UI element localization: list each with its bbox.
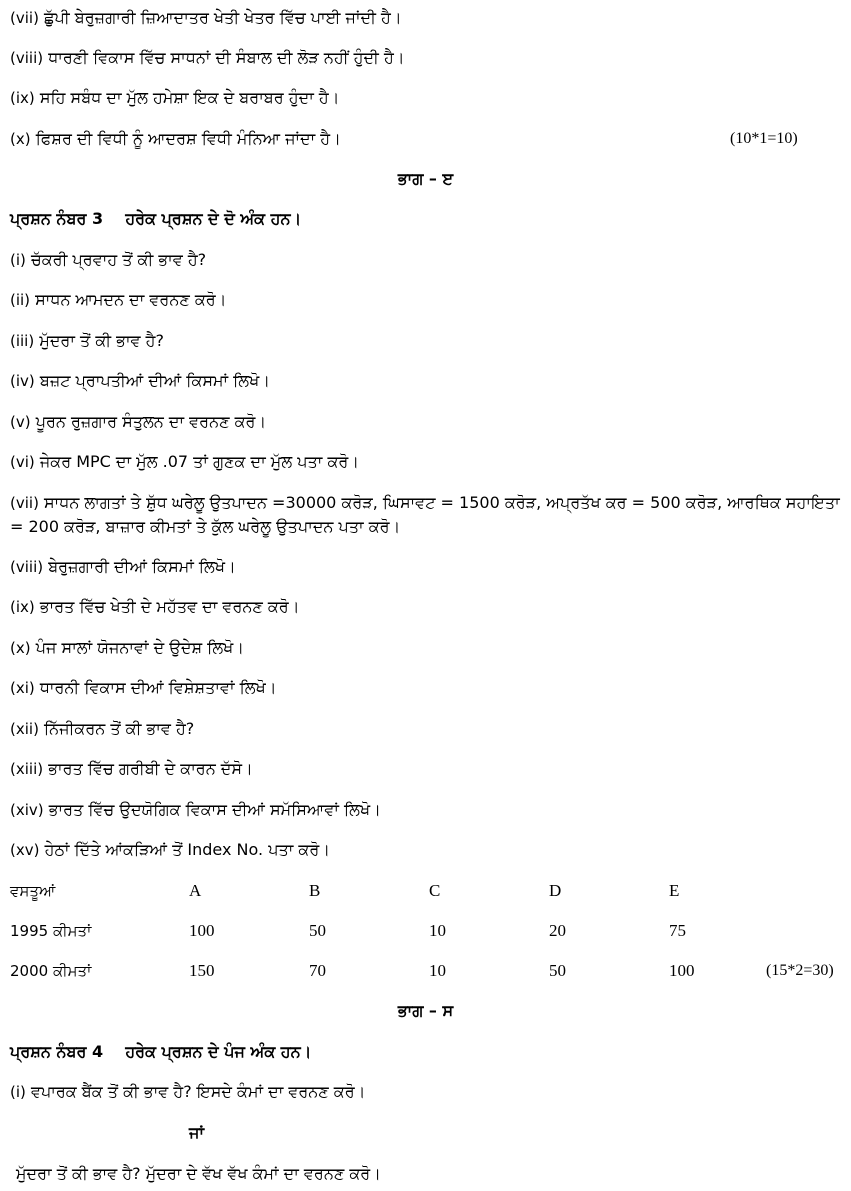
question-item: (ix) ਭਾਰਤ ਵਿੱਚ ਖੇਤੀ ਦੇ ਮਹੱਤਵ ਦਾ ਵਰਨਣ ਕਰੋ। (10, 597, 300, 616)
table-cell: 75 (669, 921, 686, 940)
question-title: ਪ੍ਰਸ਼ਨ ਨੰਬਰ 3 ਹਰੇਕ ਪ੍ਰਸ਼ਨ ਦੇ ਦੋ ਅੰਕ ਹਨ। (10, 209, 302, 228)
marks-label: (10*1=10) (730, 130, 798, 147)
question-item: ਮੁੱਦਰਾ ਤੋਂ ਕੀ ਭਾਵ ਹੈ? ਮੁੱਦਰਾ ਦੇ ਵੱਖ ਵੱਖ ਕੰਮਾਂ ਦਾ ਵਰਨਣ ਕਰੋ। (16, 1164, 381, 1183)
table-cell: 1995 ਕੀਮਤਾਂ (10, 922, 92, 940)
table-header-cell: A (189, 881, 202, 900)
table-header-cell: B (309, 881, 321, 900)
table-cell: 50 (549, 961, 566, 980)
table-cell: 10 (429, 961, 446, 980)
table-header-cell: E (669, 881, 680, 900)
marks-label: (15*2=30) (766, 962, 834, 979)
question-item: (iii) ਮੁੱਦਰਾ ਤੋਂ ਕੀ ਭਾਵ ਹੈ? (10, 331, 164, 350)
question-item: (ii) ਸਾਧਨ ਆਮਦਨ ਦਾ ਵਰਨਣ ਕਰੋ। (10, 290, 227, 309)
question-title: ਪ੍ਰਸ਼ਨ ਨੰਬਰ 4 ਹਰੇਕ ਪ੍ਰਸ਼ਨ ਦੇ ਪੰਜ ਅੰਕ ਹਨ। (10, 1042, 312, 1061)
question-item: (x) ਫਿਸ਼ਰ ਦੀ ਵਿਧੀ ਨੂੰ ਆਦਰਸ਼ ਵਿਧੀ ਮੰਨਿਆ ਜਾਂਦਾ ਹੈ। (10, 129, 341, 148)
table-cell: 10 (429, 921, 446, 940)
table-header-cell: C (429, 881, 441, 900)
question-item: (xi) ਧਾਰਨੀ ਵਿਕਾਸ ਦੀਆਂ ਵਿਸ਼ੇਸ਼ਤਾਵਾਂ ਲਿਖੋ। (10, 678, 277, 697)
question-item: (xiv) ਭਾਰਤ ਵਿੱਚ ਉਦਯੋਗਿਕ ਵਿਕਾਸ ਦੀਆਂ ਸਮੱਸਿਆਵਾਂ ਲਿਖੋ। (10, 800, 381, 819)
question-item: (viii) ਧਾਰਣੀ ਵਿਕਾਸ ਵਿੱਚ ਸਾਧਨਾਂ ਦੀ ਸੰਬਾਲ ਦੀ ਲੋੜ ਨਹੀਂ ਹੁੰਦੀ ਹੈ। (10, 48, 405, 67)
section-heading: ਭਾਗ – ੲ (397, 169, 454, 188)
table-cell: 150 (189, 961, 215, 980)
question-item: (vi) ਜੇਕਰ MPC ਦਾ ਮੁੱਲ .07 ਤਾਂ ਗੁਣਕ ਦਾ ਮੁੱਲ ਪਤਾ ਕਰੋ। (10, 452, 360, 471)
table-cell: 70 (309, 961, 326, 980)
question-item: (i) ਚੱਕਰੀ ਪ੍ਰਵਾਹ ਤੋਂ ਕੀ ਭਾਵ ਹੈ? (10, 250, 207, 269)
table-header-cell: D (549, 881, 562, 900)
question-item: (vii) ਸਾਧਨ ਲਾਗਤਾਂ ਤੇ ਸ਼ੁੱਧ ਘਰੇਲੂ ਉਤਪਾਦਨ =30000 ਕਰੋੜ, ਘਿਸਾਵਟ = 1500 ਕਰੋੜ, ਅਪ੍ਰਤੱਖ ਕਰ = 500 ਕਰੋੜ, ਆਰਥਿਕ ਸਹਾਇਤਾ = 200 ਕਰੋੜ, ਬਾਜ਼ਾਰ ਕੀਮਤਾਂ ਤੇ ਕੁੱਲ ਘਰੇਲੂ ਉਤਪਾਦਨ ਪਤਾ ਕਰੋ। (10, 493, 840, 536)
question-item: (ix) ਸਹਿ ਸਬੰਧ ਦਾ ਮੁੱਲ ਹਮੇਸ਼ਾ ਇਕ ਦੇ ਬਰਾਬਰ ਹੁੰਦਾ ਹੈ। (10, 88, 340, 107)
question-item: (vii) ਛੁੱਪੀ ਬੇਰੁਜ਼ਗਾਰੀ ਜ਼ਿਆਦਾਤਰ ਖੇਤੀ ਖੇਤਰ ਵਿੱਚ ਪਾਈ ਜਾਂਦੀ ਹੈ। (10, 8, 402, 27)
question-item: (xv) ਹੇਠਾਂ ਦਿੱਤੇ ਆਂਕੜਿਆਂ ਤੋਂ Index No. ਪਤਾ ਕਰੋ। (10, 840, 331, 859)
question-item: (i) ਵਪਾਰਕ ਬੈਂਕ ਤੋਂ ਕੀ ਭਾਵ ਹੈ? ਇਸਦੇ ਕੰਮਾਂ ਦਾ ਵਰਨਣ ਕਰੋ। (10, 1082, 366, 1101)
table-cell: 100 (189, 921, 215, 940)
or-label: ਜਾਂ (189, 1123, 204, 1142)
table-cell: 2000 ਕੀਮਤਾਂ (10, 962, 92, 980)
question-item: (xii) ਨਿੱਜੀਕਰਨ ਤੋਂ ਕੀ ਭਾਵ ਹੈ? (10, 719, 195, 738)
question-item: (xiii) ਭਾਰਤ ਵਿੱਚ ਗਰੀਬੀ ਦੇ ਕਾਰਨ ਦੱਸੋ। (10, 759, 253, 778)
table-cell: 50 (309, 921, 326, 940)
question-item: (v) ਪੂਰਨ ਰੁਜ਼ਗਾਰ ਸੰਤੁਲਨ ਦਾ ਵਰਨਣ ਕਰੋ। (10, 412, 267, 431)
table-header-cell: ਵਸਤੂਆਂ (10, 882, 56, 900)
question-item: (x) ਪੰਜ ਸਾਲਾਂ ਯੋਜਨਾਵਾਂ ਦੇ ਉਦੇਸ਼ ਲਿਖੋ। (10, 638, 245, 657)
section-heading: ਭਾਗ – ਸ (397, 1001, 454, 1020)
question-item: (iv) ਬਜ਼ਟ ਪ੍ਰਾਪਤੀਆਂ ਦੀਆਂ ਕਿਸਮਾਂ ਲਿਖੋ। (10, 371, 271, 390)
table-cell: 20 (549, 921, 566, 940)
table-cell: 100 (669, 961, 695, 980)
question-item: (viii) ਬੇਰੁਜ਼ਗਾਰੀ ਦੀਆਂ ਕਿਸਮਾਂ ਲਿਖੋ। (10, 557, 236, 576)
